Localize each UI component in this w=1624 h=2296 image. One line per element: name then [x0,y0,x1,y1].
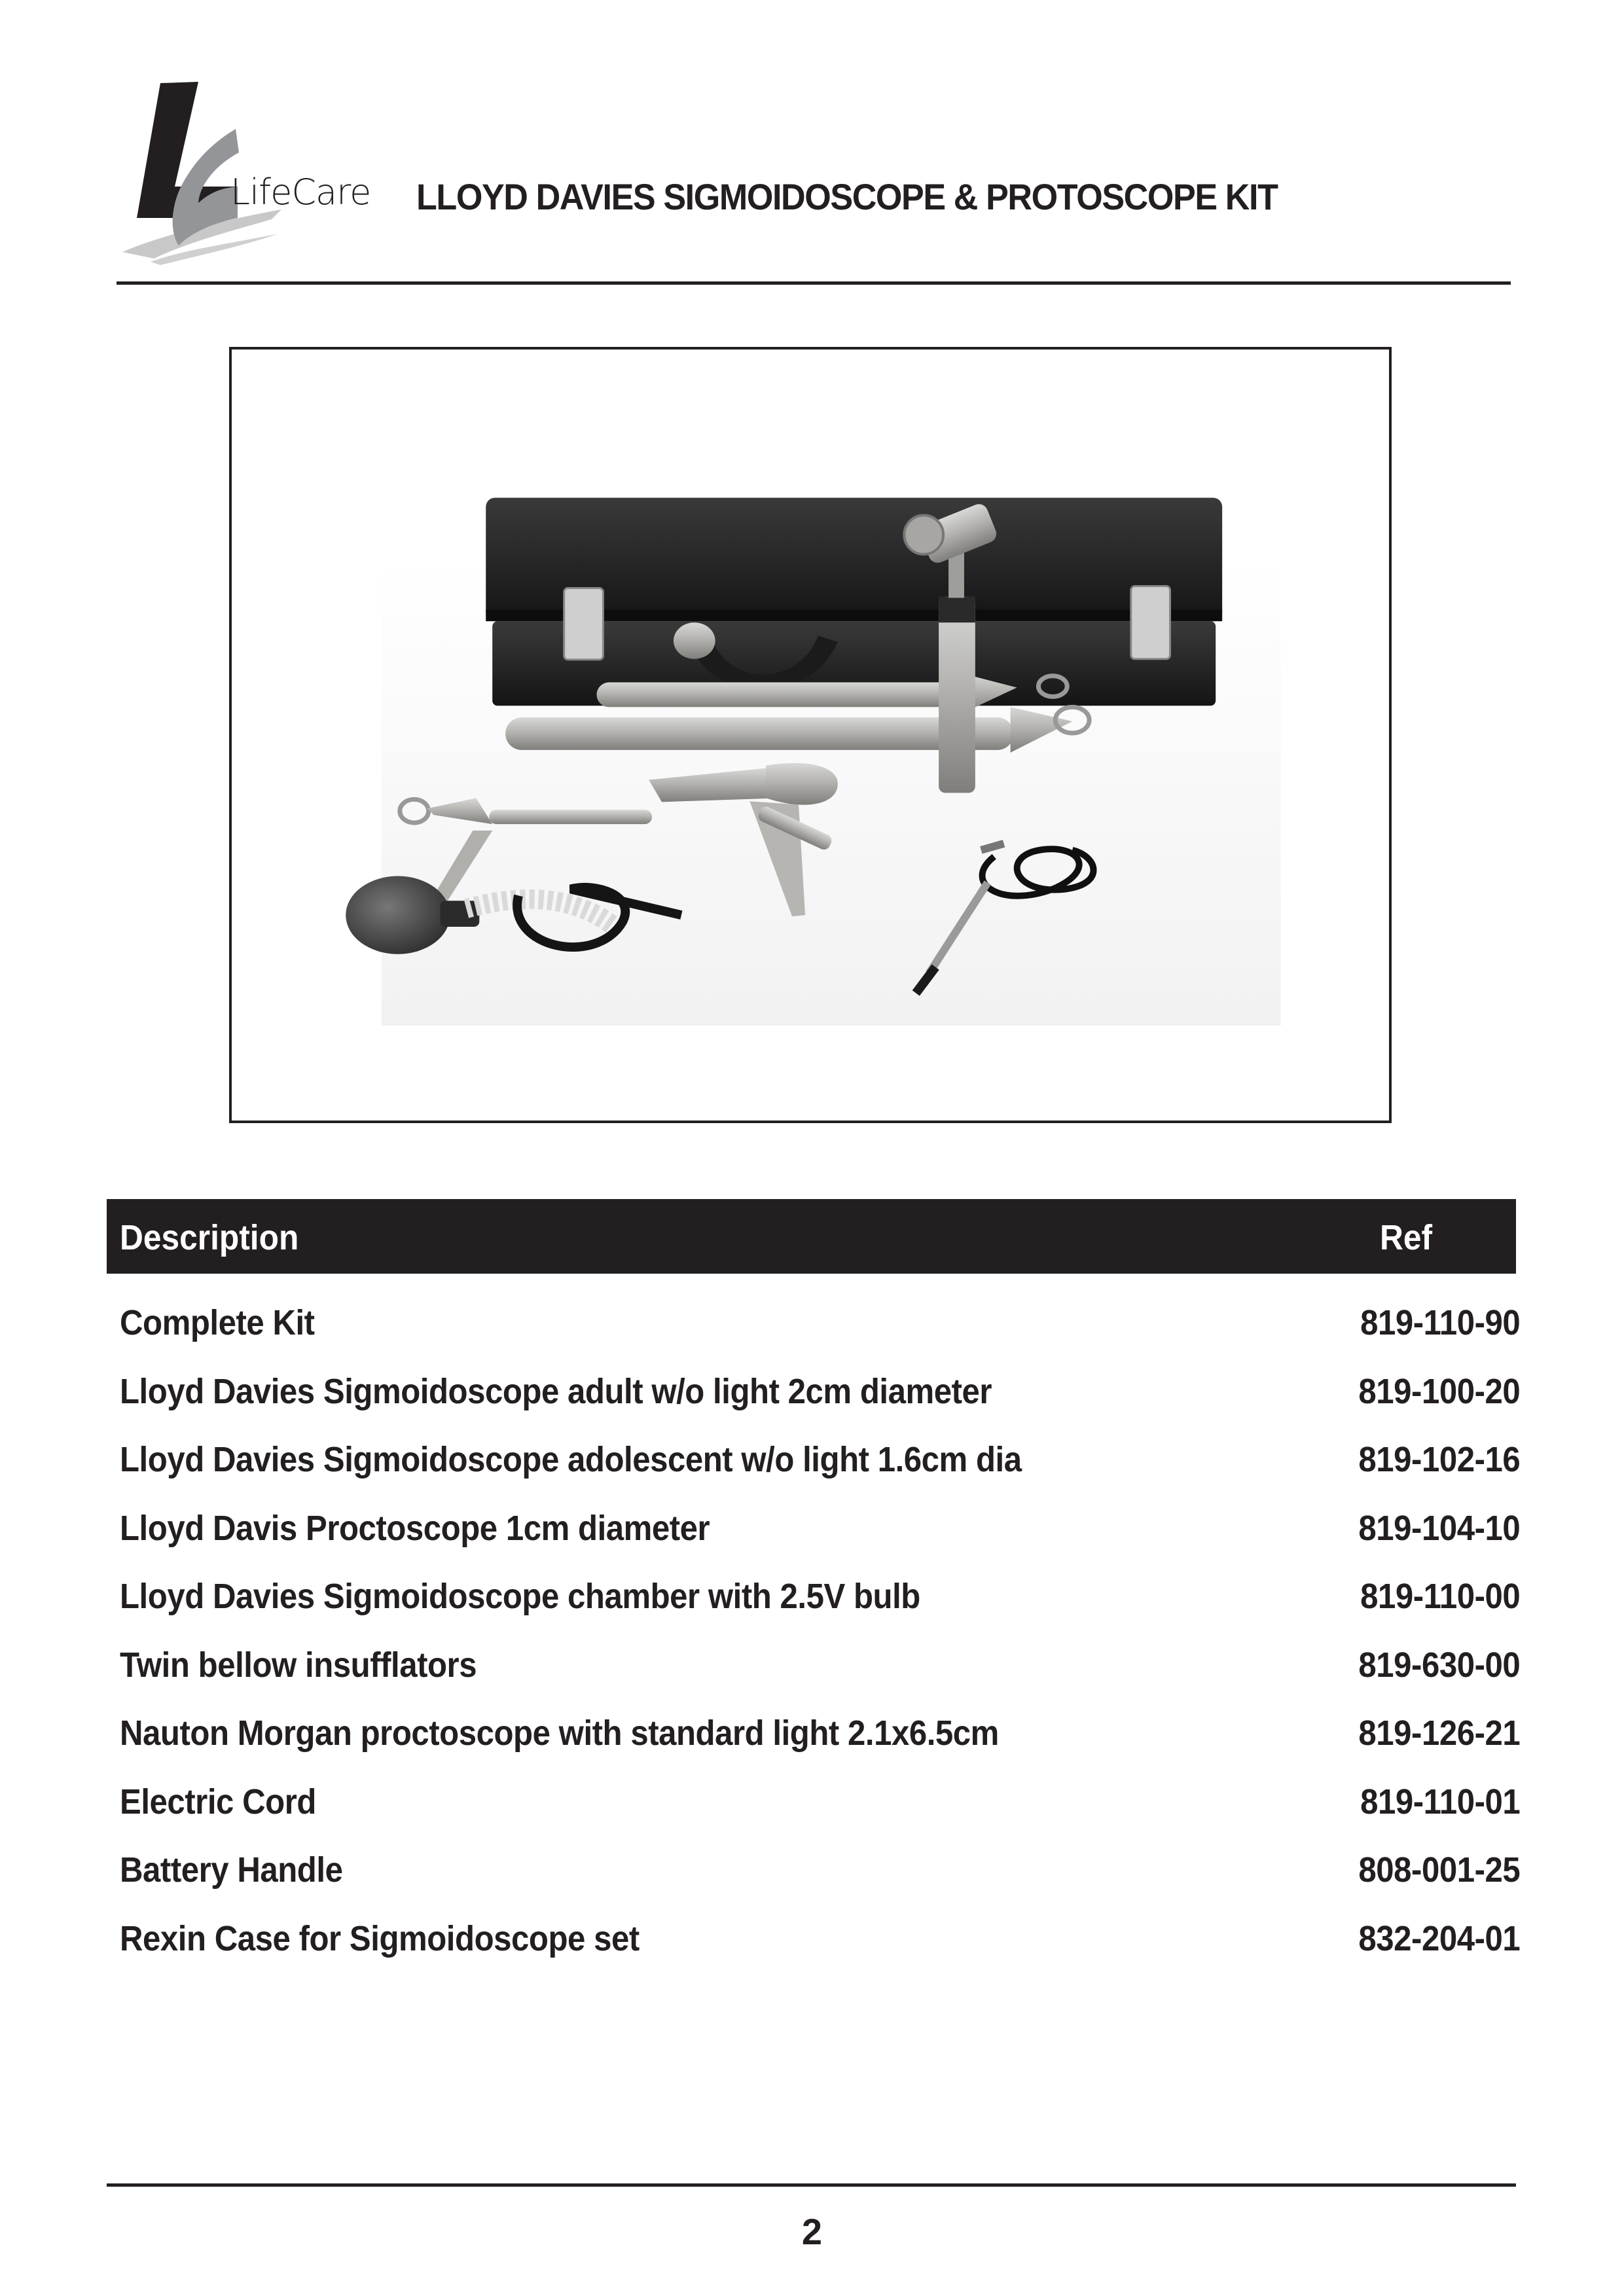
row-description: Lloyd Davis Proctoscope 1cm diameter [120,1508,710,1548]
row-ref: 819-110-01 [1360,1782,1520,1821]
row-description: Complete Kit [120,1303,315,1342]
product-table-body [107,1302,1520,1986]
table-row [107,1302,1520,1371]
row-ref: 819-100-20 [1358,1371,1520,1411]
table-row [107,1439,1520,1508]
header-divider [117,281,1511,285]
table-header [107,1199,1516,1274]
table-row [107,1371,1520,1440]
row-ref: 808-001-25 [1358,1850,1520,1890]
column-header-ref: Ref [1379,1218,1432,1257]
row-description: Rexin Case for Sigmoidoscope set [120,1918,640,1958]
table-row [107,1850,1520,1918]
row-ref: 819-630-00 [1358,1645,1520,1685]
page-number: 2 [801,2211,823,2252]
row-ref: 819-110-00 [1360,1577,1520,1616]
table-row [107,1645,1520,1713]
row-ref: 819-102-16 [1358,1440,1520,1479]
brand-name: LifeCare [230,171,371,213]
row-description: Lloyd Davies Sigmoidoscope chamber with 2.5V bulb [120,1577,920,1616]
row-description: Lloyd Davies Sigmoidoscope adolescent w/o light 1.6cm dia [120,1440,1022,1479]
table-row [107,1713,1520,1782]
table-row [107,1576,1520,1645]
table-row [107,1508,1520,1577]
row-description: Lloyd Davies Sigmoidoscope adult w/o light 2cm diameter [120,1371,992,1411]
product-photo [229,347,1392,1123]
lc-logo-mark-icon [115,69,376,265]
lifecare-logo [115,69,376,265]
product-kit-illustration-icon [232,350,1389,1121]
row-ref: 832-204-01 [1358,1918,1520,1958]
footer-divider [107,2183,1516,2187]
table-row [107,1782,1520,1850]
column-header-description: Description [120,1218,299,1257]
page-title: LLOYD DAVIES SIGMOIDOSCOPE & PROTOSCOPE KIT [416,176,1278,217]
row-ref: 819-110-90 [1360,1303,1520,1342]
row-description: Battery Handle [120,1850,343,1890]
table-row [107,1918,1520,1987]
row-description: Electric Cord [120,1782,316,1821]
row-ref: 819-104-10 [1358,1508,1520,1548]
row-description: Nauton Morgan proctoscope with standard light 2.1x6.5cm [120,1713,999,1753]
row-description: Twin bellow insufflators [120,1645,477,1685]
row-ref: 819-126-21 [1358,1713,1520,1753]
